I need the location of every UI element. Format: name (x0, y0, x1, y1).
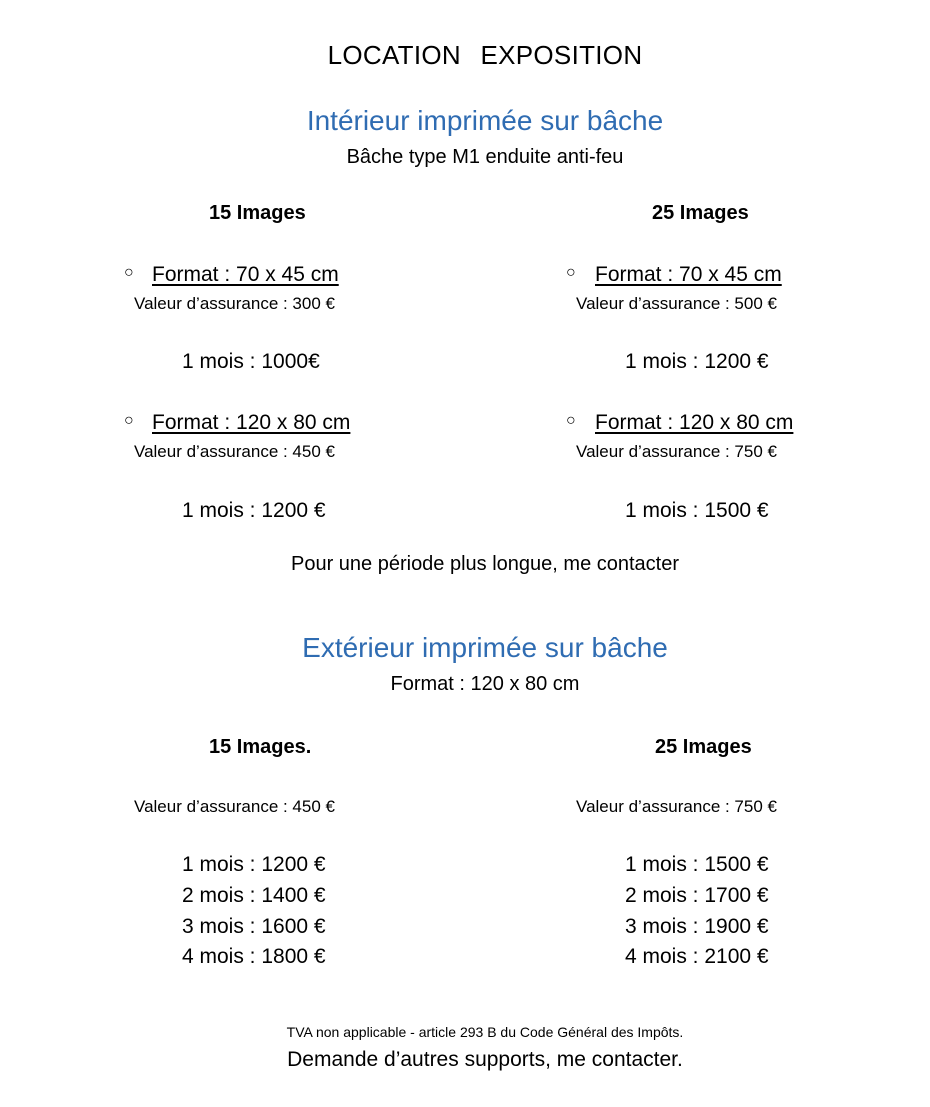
exterior-col1-price-3: 3 mois : 1600 € (182, 915, 326, 938)
exterior-col2-price-2: 2 mois : 1700 € (625, 884, 769, 907)
interior-col1-heading: 15 Images (209, 202, 306, 224)
bullet-icon: ○ (566, 412, 576, 429)
exterior-col1-heading: 15 Images. (209, 736, 312, 758)
page-title: LOCATION EXPOSITION (327, 40, 643, 70)
exterior-section-subtitle: Format : 120 x 80 cm (390, 673, 580, 695)
exterior-col2-price-1: 1 mois : 1500 € (625, 853, 769, 876)
tax-note: TVA non applicable - article 293 B du Code Général des Impôts. (286, 1024, 684, 1040)
interior-col1-format2-price: 1 mois : 1200 € (182, 499, 326, 522)
interior-section-title: Intérieur imprimée sur bâche (306, 105, 664, 136)
exterior-col2-price-3: 3 mois : 1900 € (625, 915, 769, 938)
interior-section-subtitle: Bâche type M1 enduite anti-feu (346, 146, 624, 168)
interior-col1-format1: Format : 70 x 45 cm (152, 263, 339, 286)
interior-note: Pour une période plus longue, me contacter (290, 553, 680, 575)
interior-col1-format2: Format : 120 x 80 cm (152, 411, 351, 434)
exterior-col2-heading: 25 Images (655, 736, 752, 758)
exterior-col1-price-2: 2 mois : 1400 € (182, 884, 326, 907)
interior-col2-format2: Format : 120 x 80 cm (595, 411, 794, 434)
exterior-col1-price-1: 1 mois : 1200 € (182, 853, 326, 876)
exterior-section-title: Extérieur imprimée sur bâche (302, 632, 668, 663)
interior-col2-format1-price: 1 mois : 1200 € (625, 350, 769, 373)
interior-col2-heading: 25 Images (652, 202, 749, 224)
interior-col2-format2-insurance: Valeur d’assurance : 750 € (576, 442, 777, 461)
interior-col1-format2-insurance: Valeur d’assurance : 450 € (134, 442, 335, 461)
bullet-icon: ○ (124, 412, 134, 429)
contact-note: Demande d’autres supports, me contacter. (287, 1048, 683, 1071)
exterior-col2-insurance: Valeur d’assurance : 750 € (576, 797, 777, 816)
bullet-icon: ○ (566, 264, 576, 281)
interior-col2-format2-price: 1 mois : 1500 € (625, 499, 769, 522)
exterior-col1-price-4: 4 mois : 1800 € (182, 945, 326, 968)
interior-col2-format1: Format : 70 x 45 cm (595, 263, 782, 286)
interior-col2-format1-insurance: Valeur d’assurance : 500 € (576, 294, 777, 313)
interior-col1-format1-insurance: Valeur d’assurance : 300 € (134, 294, 335, 313)
bullet-icon: ○ (124, 264, 134, 281)
exterior-col2-price-4: 4 mois : 2100 € (625, 945, 769, 968)
exterior-col1-insurance: Valeur d’assurance : 450 € (134, 797, 335, 816)
interior-col1-format1-price: 1 mois : 1000€ (182, 350, 320, 373)
